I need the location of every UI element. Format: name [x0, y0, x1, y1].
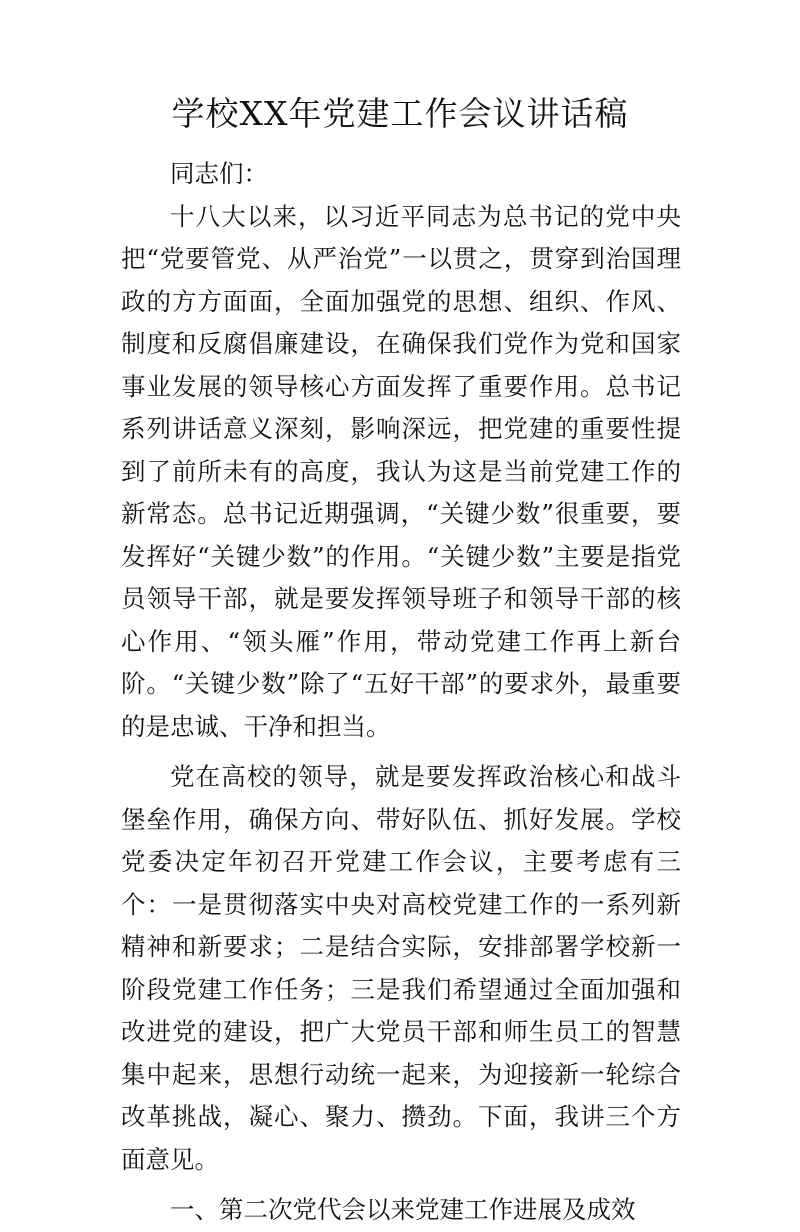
- document-title: 学校XX年党建工作会议讲话稿: [171, 94, 629, 133]
- paragraph-2: 党在高校的领导，就是要发挥政治核心和战斗堡垒作用，确保方向、带好队伍、抓好发展。学校党委决定年初召开党建工作会议，主要考虑有三个：一是贯彻落实中央对高校党建工作的一系列新精神和新要求；二是结合实际，安排部署学校新一阶段党建工作任务；三是我们希望通过全面加强和改进党的建设，把广大党员干部和师生员工的智慧集中起来，思想行动统一起来，为迎接新一轮综合改革挑战，凝心、聚力、攒劲。下面，我讲三个方面意见。: [121, 762, 681, 1174]
- salutation: 同志们：: [170, 159, 268, 188]
- document-body: [121, 153, 681, 1232]
- paragraph-1: 十八大以来，以习近平同志为总书记的党中央把“党要管党、从严治党”一以贯之，贯穿到治国理政的方方面面，全面加强党的思想、组织、作风、制度和反腐倡廉建设，在确保我们党作为党和国家事业发展的领导核心方面发挥了重要作用。总书记系列讲话意义深刻，影响深远，把党建的重要性提到了前所未有的高度，我认为这是当前党建工作的新常态。总书记近期强调，“关键少数”很重要，要发挥好“关键少数”的作用。“关键少数”主要是指党员领导干部，就是要发挥领导班子和领导干部的核心作用、“领头雁”作用，带动党建工作再上新台阶。“关键少数”除了“五好干部”的要求外，最重要的是忠诚、干净和担当。: [121, 201, 681, 741]
- section-heading: 一、第二次党代会以来党建工作进展及成效: [170, 1195, 636, 1224]
